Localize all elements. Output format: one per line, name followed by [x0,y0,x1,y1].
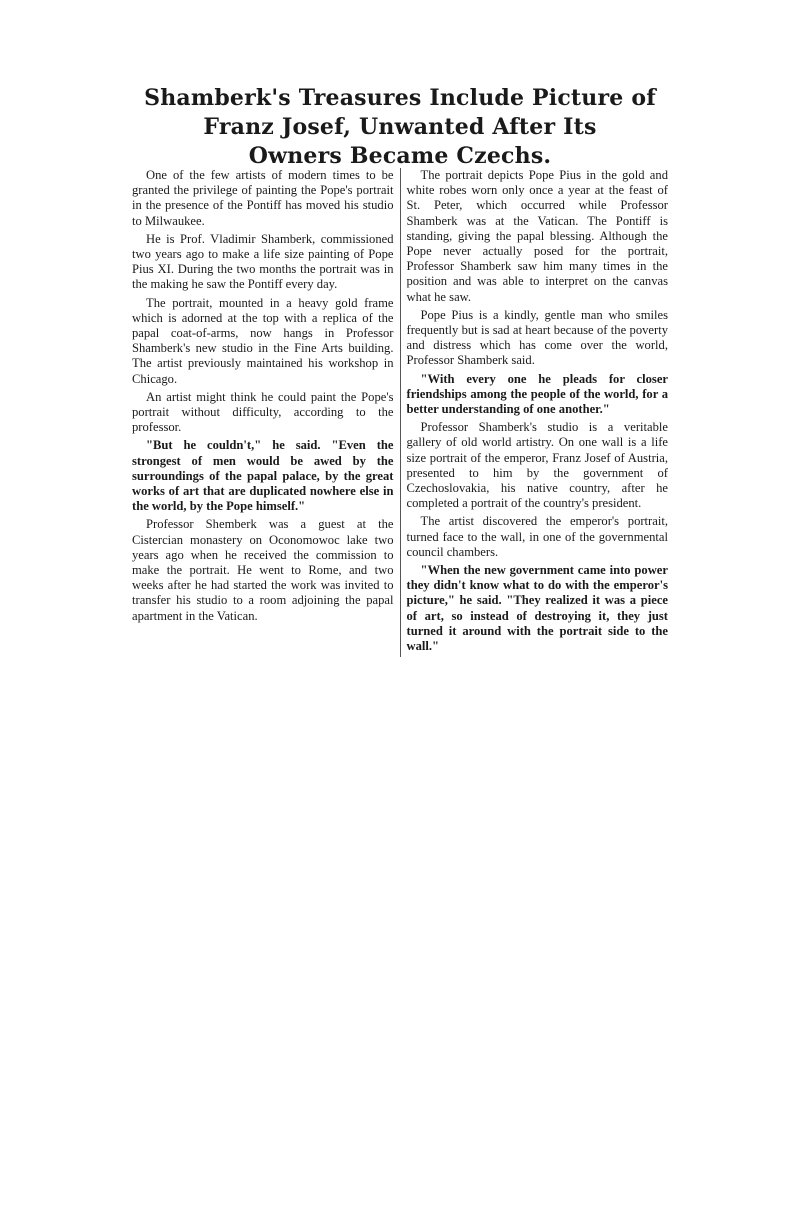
paragraph: Pope Pius is a kindly, gentle man who smiles frequently but is sad at heart because of the poverty and distress which has come over the world, Professor Shamberk said. [406,307,668,368]
newspaper-clipping [126,84,674,654]
headline-line-2: Franz Josef, Unwanted After Its [203,114,597,140]
left-column [132,168,401,657]
article-columns [132,168,668,657]
paragraph: The artist discovered the emperor's portrait, turned face to the wall, in one of the governmental council chambers. [406,514,668,559]
headline [126,84,674,171]
quote-paragraph: "When the new government came into power they didn't know what to do with the emperor's picture," he said. "They realized it was a piece of art, so instead of destroying it, they just turned it around with the portrait side to the wall." [406,563,668,654]
paragraph: One of the few artists of modern times to be granted the privilege of painting the Pope's portrait in the presence of the Pontiff has moved his studio to Milwaukee. [132,168,394,228]
paragraph: Professor Shamberk's studio is a veritable gallery of old world artistry. On one wall is a life size portrait of the emperor, Franz Josef of Austria, presented to him by the government of Czechoslovakia, his native country, after he completed a portrait of the country's president. [406,420,668,511]
right-column [401,168,669,657]
quote-paragraph: "With every one he pleads for closer friendships among the people of the world, for a better understanding of one another." [406,371,668,417]
headline-line-1: Shamberk's Treasures Include Picture of [144,85,656,111]
paragraph: An artist might think he could paint the Pope's portrait without difficulty, according to the professor. [132,389,394,435]
paragraph: The portrait, mounted in a heavy gold frame which is adorned at the top with a replica of the papal coat-of-arms, now hangs in Professor Shamberk's new studio in the Fine Arts building. The artist previously maintained his workshop in Chicago. [132,295,394,386]
quote-paragraph: "But he couldn't," he said. "Even the strongest of men would be awed by the surroundings of the papal palace, by the great works of art that are duplicated nowhere else in the world, by the Pope himself." [132,438,394,514]
paragraph: Professor Shemberk was a guest at the Cistercian monastery on Oconomowoc lake two years ago when he received the commission to make the portrait. He went to Rome, and two weeks after he had started the work was invited to transfer his studio to a room adjoining the papal apartment in the Vatican. [132,517,394,623]
paragraph: The portrait depicts Pope Pius in the gold and white robes worn only once a year at the feast of St. Peter, which occurred while Professor Shamberk was at the Vatican. The Pontiff is standing, giving the papal blessing. Although the Pope never actually posed for the portrait, Professor Shamberk saw him many times in the position and was able to interpret on the canvas what he saw. [406,168,668,304]
headline-line-3: Owners Became Czechs. [248,143,552,169]
paragraph: He is Prof. Vladimir Shamberk, commissioned two years ago to make a life size painting of Pope Pius XI. During the two months the portrait was in the making he saw the Pontiff every day. [132,231,394,292]
